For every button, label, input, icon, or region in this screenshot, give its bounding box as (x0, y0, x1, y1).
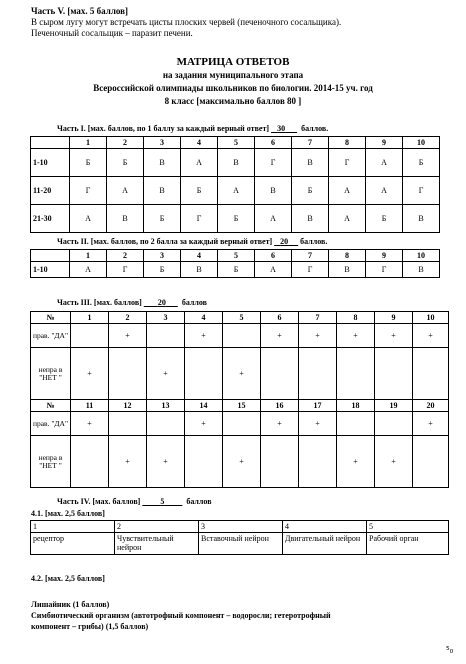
question-number: 16 (261, 400, 299, 412)
answer-cell: В (403, 262, 440, 278)
yes-cell (223, 412, 261, 436)
question-number: 6 (261, 312, 299, 324)
yes-cell: + (375, 324, 413, 348)
answer-cell: Б (218, 262, 255, 278)
answer-cell: В (403, 205, 440, 233)
question-number: 2 (109, 312, 147, 324)
part4-q1-title: 4.1. [мах. 2,5 баллов] (31, 509, 105, 518)
reflex-arc-number: 2 (115, 521, 199, 533)
part1-title-text: Часть I. [мах. баллов, по 1 баллу за каждый верный ответ] (57, 124, 272, 133)
question-number: 4 (185, 312, 223, 324)
part4-title-text: Часть IV. [мах. баллов] (57, 497, 143, 506)
yes-cell: + (299, 324, 337, 348)
yes-cell: + (299, 412, 337, 436)
reflex-arc-number: 3 (199, 521, 283, 533)
answer-cell: А (329, 177, 366, 205)
part1-header-cell: 10 (403, 137, 440, 149)
yes-cell (375, 412, 413, 436)
no-cell (337, 348, 375, 400)
part5-line1: В сыром лугу могут встречать цисты плоских червей (печеночного сосальщика). (31, 17, 342, 27)
part2-header-cell: 4 (181, 250, 218, 262)
no-cell: + (375, 436, 413, 488)
question-number: 3 (147, 312, 185, 324)
part3-title (57, 298, 207, 308)
answer-cell: Б (70, 149, 107, 177)
reflex-arc-cell: Вставочный нейрон (199, 533, 283, 555)
lichen-line2: Симбиотический организм (автотрофный компонент – водоросли; гетеротрофный (31, 611, 331, 620)
page-mark: ⁵₀ (446, 646, 454, 656)
part1-header-cell: 1 (70, 137, 107, 149)
question-number: 14 (185, 400, 223, 412)
no-row (31, 436, 449, 488)
reflex-arc-header-row (31, 521, 449, 533)
part1-table (30, 136, 440, 233)
part1-header-row (31, 137, 440, 149)
answer-cell: Б (181, 177, 218, 205)
no-cell (375, 348, 413, 400)
numbers-row (31, 312, 449, 324)
part2-header-cell: 6 (255, 250, 292, 262)
part4-points: 5 (160, 497, 165, 506)
question-number: 10 (413, 312, 449, 324)
yes-cell: + (109, 324, 147, 348)
no-cell: + (223, 348, 261, 400)
answer-cell: В (144, 177, 181, 205)
yes-cell (147, 412, 185, 436)
num-label: № (31, 312, 71, 324)
heading-line2: на задания муниципального этапа (162, 70, 304, 80)
answer-cell: Б (144, 262, 181, 278)
row-label: 1-10 (31, 149, 70, 177)
reflex-arc-cell: Чувствительный нейрон (115, 533, 199, 555)
question-number: 5 (223, 312, 261, 324)
part2-table (30, 249, 440, 278)
answer-cell: Б (366, 205, 403, 233)
reflex-arc-number: 5 (367, 521, 449, 533)
answer-cell: А (107, 177, 144, 205)
part2-header-corner (31, 250, 70, 262)
answer-cell: В (292, 149, 329, 177)
no-cell: + (223, 436, 261, 488)
yes-cell: + (185, 324, 223, 348)
yes-cell (71, 324, 109, 348)
part5-title: Часть V. [мах. 5 баллов] (31, 6, 128, 16)
no-cell: + (109, 436, 147, 488)
part1-header-cell: 9 (366, 137, 403, 149)
reflex-arc-cell: Двигательный нейрон (283, 533, 367, 555)
heading-line3: Всероссийской олимпиады школьников по биологии. 2014-15 уч. год (93, 83, 373, 93)
yes-cell: + (413, 324, 449, 348)
question-number: 11 (71, 400, 109, 412)
answer-cell: Г (181, 205, 218, 233)
answer-cell: А (366, 149, 403, 177)
part3-suffix: баллов (181, 298, 207, 307)
part3-points: 20 (157, 298, 166, 307)
answer-cell: Г (255, 149, 292, 177)
answer-cell: Б (218, 205, 255, 233)
numbers-row (31, 400, 449, 412)
no-cell: + (71, 348, 109, 400)
yes-cell: + (337, 324, 375, 348)
question-number: 8 (337, 312, 375, 324)
yes-cell (109, 412, 147, 436)
yes-cell: + (261, 412, 299, 436)
question-number: 20 (413, 400, 449, 412)
answer-cell: Г (366, 262, 403, 278)
part4-q2-title: 4.2. [мах. 2,5 баллов] (31, 574, 105, 583)
no-label: непра в "НЕТ " (31, 436, 71, 488)
no-cell (261, 436, 299, 488)
answer-cell: А (218, 177, 255, 205)
part2-title-text: Часть II. [мах. баллов, по 2 балла за каждый верный ответ] (57, 237, 275, 246)
yes-row (31, 412, 449, 436)
reflex-arc-row (31, 533, 449, 555)
part4-suffix: баллов (186, 497, 212, 506)
reflex-arc-cell: рецептор (31, 533, 115, 555)
answer-cell: Г (292, 262, 329, 278)
row-label: 1-10 (31, 262, 70, 278)
question-number: 18 (337, 400, 375, 412)
part2-header-cell: 1 (70, 250, 107, 262)
answer-cell: А (366, 177, 403, 205)
answer-cell: А (70, 205, 107, 233)
answer-cell: А (329, 205, 366, 233)
question-number: 9 (375, 312, 413, 324)
row-label: 11-20 (31, 177, 70, 205)
table-row (31, 262, 440, 278)
answer-cell: Г (70, 177, 107, 205)
reflex-arc-number: 1 (31, 521, 115, 533)
question-number: 12 (109, 400, 147, 412)
part1-header-cell: 5 (218, 137, 255, 149)
part2-header-cell: 10 (403, 250, 440, 262)
part1-header-corner (31, 137, 70, 149)
part2-header-cell: 3 (144, 250, 181, 262)
no-cell (185, 436, 223, 488)
yes-label: прав. "ДА" (31, 324, 71, 348)
answer-cell: А (70, 262, 107, 278)
table-row (31, 177, 440, 205)
answer-cell: А (255, 205, 292, 233)
part2-header-cell: 5 (218, 250, 255, 262)
part5-line2: Печеночный сосальщик – паразит печени. (31, 28, 193, 38)
heading-line1: МАТРИЦА ОТВЕТОВ (176, 56, 290, 68)
reflex-arc-cell: Рабочий орган (367, 533, 449, 555)
part1-header-cell: 6 (255, 137, 292, 149)
answer-cell: В (107, 205, 144, 233)
reflex-arc-number: 4 (283, 521, 367, 533)
question-number: 17 (299, 400, 337, 412)
no-cell: + (147, 348, 185, 400)
num-label: № (31, 400, 71, 412)
no-cell (261, 348, 299, 400)
no-cell (71, 436, 109, 488)
question-number: 13 (147, 400, 185, 412)
no-label: непра в "НЕТ " (31, 348, 71, 400)
answer-cell: В (218, 149, 255, 177)
part1-header-cell: 7 (292, 137, 329, 149)
no-cell (299, 436, 337, 488)
part1-suffix: баллов. (301, 124, 329, 133)
answer-cell: В (329, 262, 366, 278)
answer-cell: Г (403, 177, 440, 205)
yes-cell: + (261, 324, 299, 348)
heading-line4: 8 класс [максимально баллов 80 ] (164, 96, 302, 106)
part4-q1-table (30, 520, 449, 555)
part3-table (30, 311, 449, 488)
lichen-line3: компонент – грибы) (1,5 баллов) (31, 622, 149, 631)
no-cell (185, 348, 223, 400)
answer-cell: А (181, 149, 218, 177)
part1-header-cell: 4 (181, 137, 218, 149)
part1-header-cell: 8 (329, 137, 366, 149)
table-row (31, 205, 440, 233)
answer-cell: Г (107, 262, 144, 278)
part1-title (57, 124, 328, 134)
no-row (31, 348, 449, 400)
no-cell: + (147, 436, 185, 488)
part1-points: 30 (277, 124, 286, 133)
part2-suffix: баллов. (300, 237, 328, 246)
yes-cell (337, 412, 375, 436)
answer-cell: Б (292, 177, 329, 205)
table-row (31, 149, 440, 177)
answer-cell: Б (144, 205, 181, 233)
answer-cell: В (255, 177, 292, 205)
question-number: 15 (223, 400, 261, 412)
no-cell (299, 348, 337, 400)
yes-cell (147, 324, 185, 348)
part2-header-cell: 7 (292, 250, 329, 262)
no-cell: + (337, 436, 375, 488)
yes-cell (223, 324, 261, 348)
part3-title-text: Часть III. [мах. баллов] (57, 298, 144, 307)
no-cell (413, 348, 449, 400)
part2-header-row (31, 250, 440, 262)
answer-cell: А (255, 262, 292, 278)
row-label: 21-30 (31, 205, 70, 233)
answer-cell: В (181, 262, 218, 278)
question-number: 1 (71, 312, 109, 324)
lichen-line1: Лишайник (1 баллов) (31, 600, 110, 609)
question-number: 7 (299, 312, 337, 324)
yes-row (31, 324, 449, 348)
answer-cell: Г (329, 149, 366, 177)
part2-points: 20 (280, 237, 289, 246)
part2-header-cell: 8 (329, 250, 366, 262)
yes-cell: + (71, 412, 109, 436)
part2-header-cell: 9 (366, 250, 403, 262)
part1-header-cell: 2 (107, 137, 144, 149)
question-number: 19 (375, 400, 413, 412)
yes-label: прав. "ДА" (31, 412, 71, 436)
answer-cell: В (292, 205, 329, 233)
part1-header-cell: 3 (144, 137, 181, 149)
no-cell (109, 348, 147, 400)
part4-title (57, 497, 212, 507)
yes-cell: + (413, 412, 449, 436)
answer-cell: Б (107, 149, 144, 177)
answer-cell: Б (403, 149, 440, 177)
part2-header-cell: 2 (107, 250, 144, 262)
no-cell (413, 436, 449, 488)
part2-title (57, 237, 327, 247)
answer-cell: В (144, 149, 181, 177)
yes-cell: + (185, 412, 223, 436)
